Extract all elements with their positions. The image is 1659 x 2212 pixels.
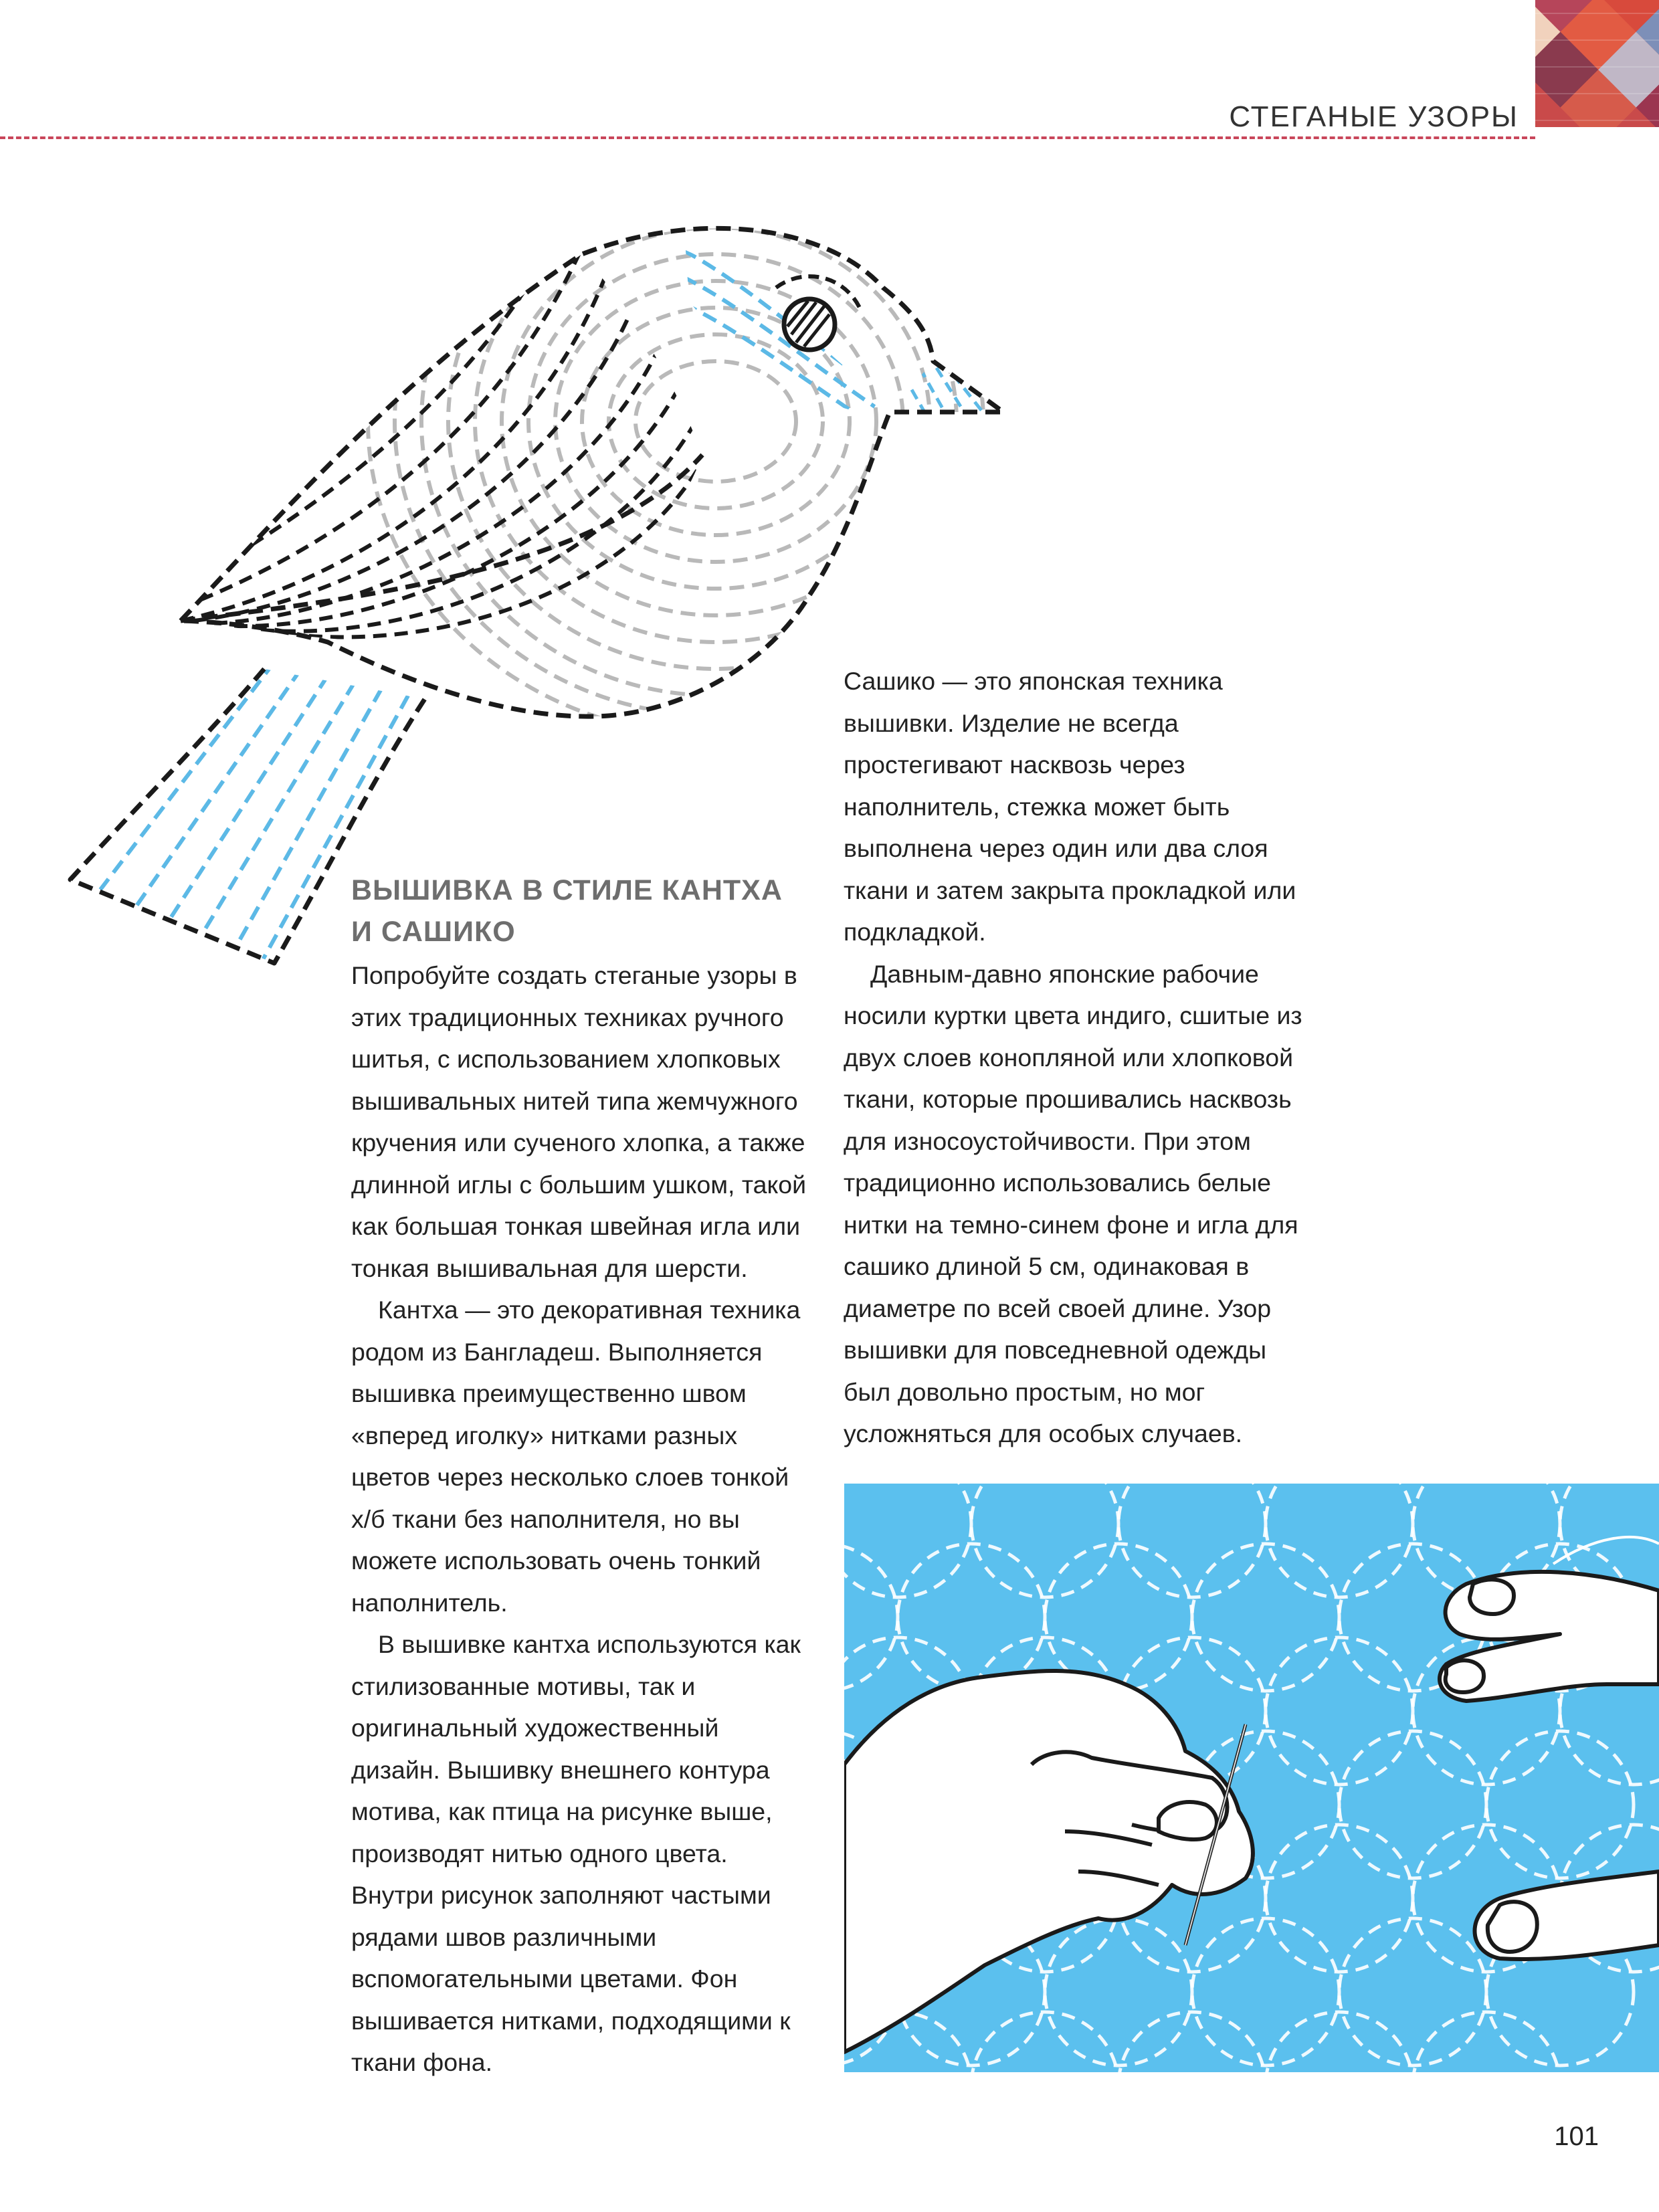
paragraph: Сашико — это японская техника вышивки. Изделие не всегда простегивают насквозь через наполнитель, стежка может быть выполнена через один или два слоя ткани и затем закрыта прокладкой или подкладкой. [844,667,1296,946]
article-heading: ВЫШИВКА В СТИЛЕ КАНТХА И САШИКО [351,874,783,948]
paragraph: Давным-давно японские рабочие носили куртки цвета индиго, сшитые из двух слоев конопляной или хлопковой ткани, которые прошивались насквозь для износоустойчивости. При этом традиционно использовались белые нитки на темно-синем фоне и игла для сашико длиной 5 см, одинаковая в диаметре по всей своей длине. Узор вышивки для повседневной одежды был довольно простым, но мог усложняться для особых случаев. [844,959,1302,1447]
paragraph: В вышивке кантха используются как стилизованные мотивы, так и оригинальный художественный дизайн. Вышивку внешнего контура мотива, как птица на рисунке выше, производят нитью одного цвета. Внутри рисунок заполняют частыми рядами швов различными вспомогательными цветами. Фон вышивается нитками, подходящими к ткани фона. [351,1630,801,2076]
header-dashed-rule [0,136,1535,139]
paragraph: Попробуйте создать стеганые узоры в этих традиционных техниках ручного шитья, с использованием хлопковых вышивальных нитей типа жемчужного кручения или сученого хлопка, а также длинной иглы с большим ушком, такой как большая тонкая швейная игла или тонкая вышивальная для шерсти. [351,961,807,1282]
section-title: СТЕГАНЫЕ УЗОРЫ [1229,100,1519,133]
left-column-text [351,954,813,2084]
hands-sewing-icon [844,1484,1659,2072]
bird-eye [776,276,860,350]
right-column-text [844,660,1312,1455]
fabric-swatch-icon [1535,0,1659,127]
page-number: 101 [1554,2122,1599,2151]
paragraph: Кантха — это декоративная техника родом из Бангладеш. Выполняется вышивка преимущественно швом «вперед иголку» нитками разных цветов через несколько слоев тонкой х/б ткани без наполнителя, но вы можете использовать очень тонкий наполнитель. [351,1296,801,1617]
